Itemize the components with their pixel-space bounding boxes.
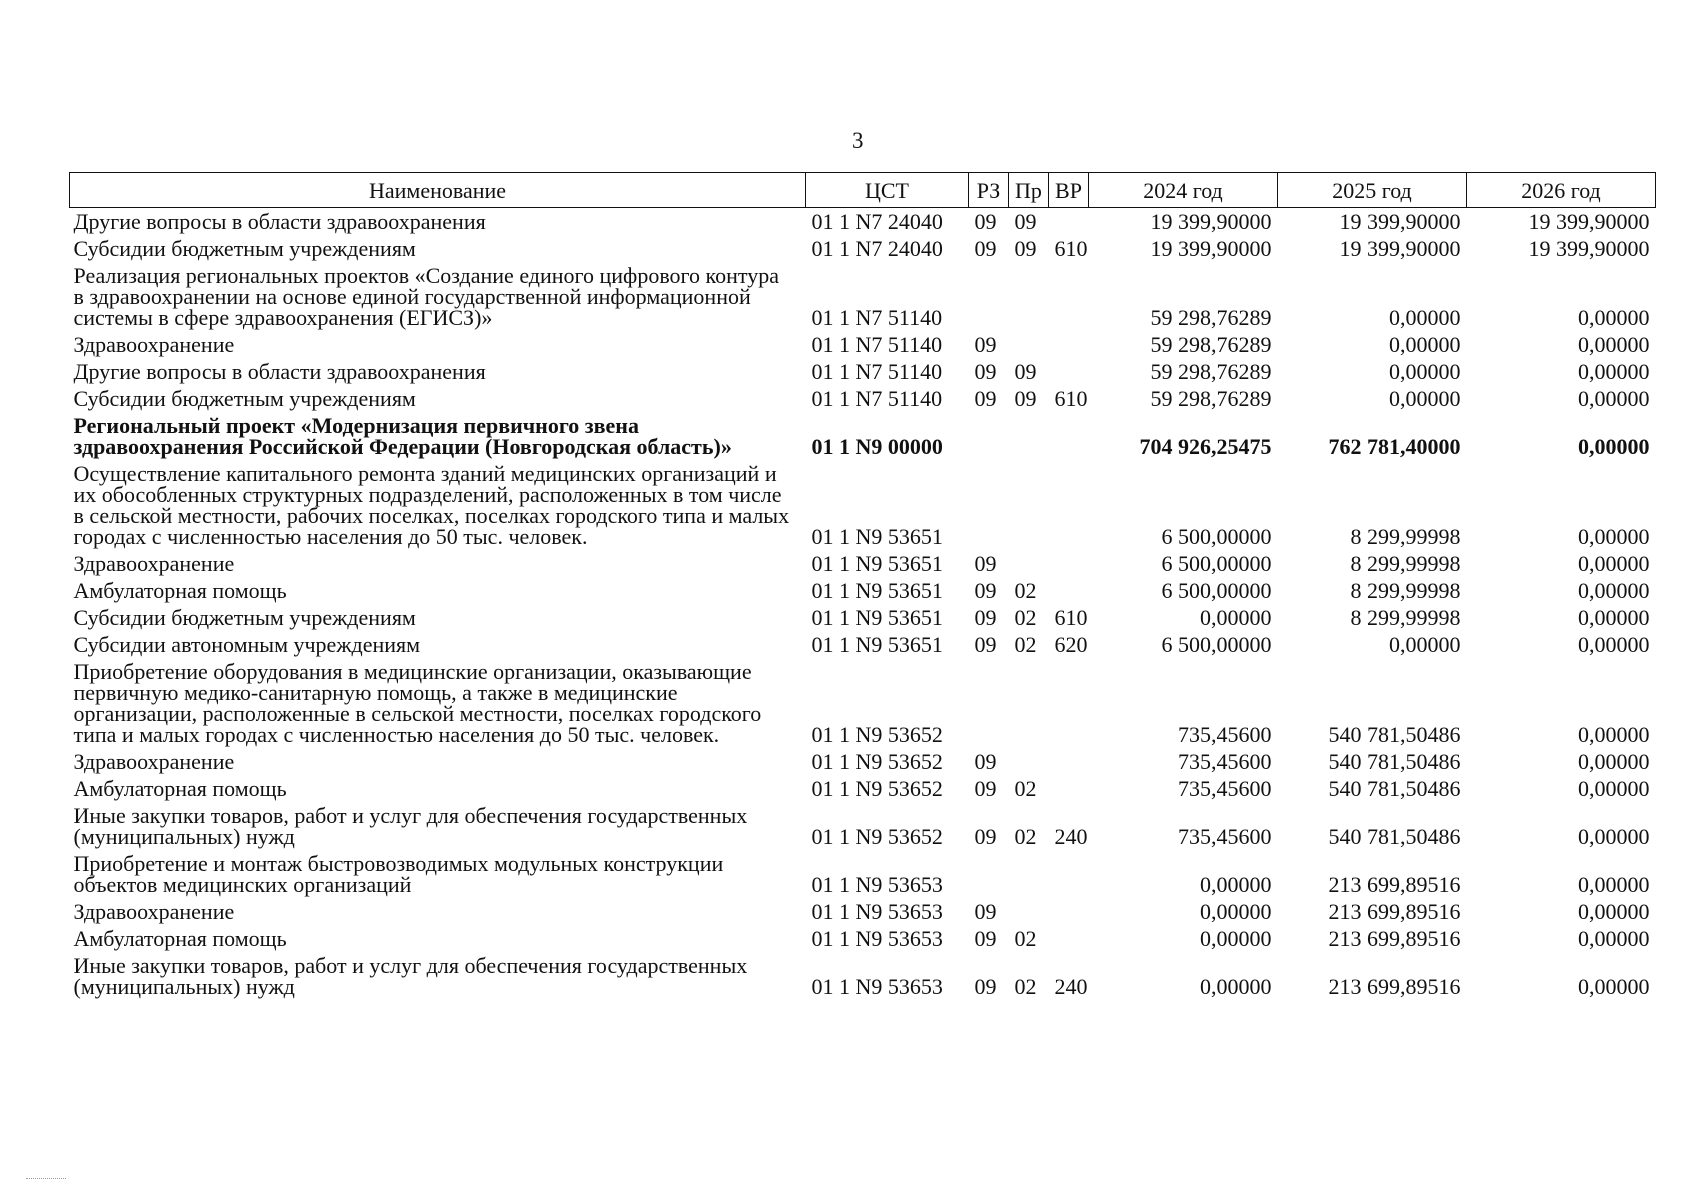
- cell-name: Амбулаторная помощь: [73, 578, 287, 603]
- header-2025: 2025 год: [1278, 173, 1467, 208]
- cell-2026: 0,00000: [1578, 974, 1650, 999]
- cell-2024: 735,45600: [1178, 824, 1272, 849]
- table-row: [70, 748, 1656, 775]
- cell-cst: 01 1 N9 53651: [811, 524, 943, 549]
- cell-pr: 09: [1014, 209, 1037, 234]
- cell-rz: [969, 460, 1009, 550]
- cell-2026: 0,00000: [1578, 332, 1650, 357]
- cell-cst: 01 1 N9 53652: [811, 722, 943, 747]
- table-row: [70, 235, 1656, 262]
- cell-rz: 09: [974, 776, 997, 801]
- cell-2026: 0,00000: [1578, 359, 1650, 384]
- cell-2026: 0,00000: [1578, 524, 1650, 549]
- cell-2026: 0,00000: [1578, 605, 1650, 630]
- cell-vr: [1049, 460, 1089, 550]
- cell-vr: 610: [1054, 605, 1088, 630]
- cell-name: Здравоохранение: [73, 899, 235, 924]
- cell-name: Амбулаторная помощь: [73, 776, 287, 801]
- cell-cst: 01 1 N7 51140: [811, 386, 943, 411]
- cell-name: Здравоохранение: [73, 551, 235, 576]
- cell-2024: 0,00000: [1200, 926, 1272, 951]
- cell-vr: 240: [1054, 824, 1088, 849]
- cell-2024: 735,45600: [1178, 722, 1272, 747]
- table-row: [70, 658, 1656, 748]
- cell-vr: [1049, 925, 1089, 952]
- cell-2025: 540 781,50486: [1328, 722, 1461, 747]
- cell-2025: 8 299,99998: [1350, 578, 1461, 603]
- cell-2024: 0,00000: [1200, 872, 1272, 897]
- cell-2025: 540 781,50486: [1328, 824, 1461, 849]
- cell-rz: 09: [974, 605, 997, 630]
- cell-2025: 0,00000: [1389, 305, 1461, 330]
- cell-name: Иные закупки товаров, работ и услуг для обеспечения государственных (муниципальных) нужд: [73, 953, 748, 999]
- cell-name: Здравоохранение: [73, 749, 235, 774]
- cell-vr: [1049, 898, 1089, 925]
- cell-pr: 02: [1014, 578, 1037, 603]
- cell-rz: 09: [974, 386, 997, 411]
- cell-pr: 02: [1014, 974, 1037, 999]
- cell-rz: [969, 262, 1009, 331]
- cell-rz: 09: [974, 209, 997, 234]
- cell-2026: 0,00000: [1578, 899, 1650, 924]
- cell-2025: 0,00000: [1389, 332, 1461, 357]
- cell-2024: 59 298,76289: [1150, 359, 1272, 384]
- cell-pr: [1009, 550, 1049, 577]
- cell-2026: 0,00000: [1578, 386, 1650, 411]
- cell-pr: [1009, 748, 1049, 775]
- cell-name: Приобретение и монтаж быстровозводимых модульных конструкции объектов медицинских организаций: [73, 851, 724, 897]
- cell-pr: [1009, 898, 1049, 925]
- cell-2024: 19 399,90000: [1150, 209, 1272, 234]
- cell-rz: 09: [974, 632, 997, 657]
- cell-2025: 0,00000: [1389, 632, 1461, 657]
- cell-2024: 59 298,76289: [1150, 305, 1272, 330]
- cell-pr: [1009, 262, 1049, 331]
- cell-2025: 213 699,89516: [1328, 872, 1461, 897]
- cell-rz: 09: [974, 578, 997, 603]
- cell-2025: 0,00000: [1389, 386, 1461, 411]
- cell-2025: 213 699,89516: [1328, 899, 1461, 924]
- header-cst: ЦСТ: [806, 173, 969, 208]
- cell-cst: 01 1 N7 24040: [811, 236, 943, 261]
- header-pr: Пр: [1009, 173, 1049, 208]
- cell-2024: 19 399,90000: [1150, 236, 1272, 261]
- cell-cst: 01 1 N9 00000: [811, 434, 943, 459]
- cell-2024: 59 298,76289: [1150, 332, 1272, 357]
- table-row: [70, 208, 1656, 236]
- cell-2024: 6 500,00000: [1161, 524, 1272, 549]
- cell-name: Реализация региональных проектов «Создание единого цифрового контура в здравоохранении на основе единой государственной информационной системы в сфере здравоохранения (ЕГИСЗ)»: [73, 263, 779, 330]
- cell-pr: [1009, 850, 1049, 898]
- cell-2026: 0,00000: [1578, 551, 1650, 576]
- cell-vr: 610: [1054, 386, 1088, 411]
- header-name: Наименование: [70, 173, 806, 208]
- page-number: 3: [852, 128, 864, 153]
- cell-name: Амбулаторная помощь: [73, 926, 287, 951]
- cell-cst: 01 1 N9 53652: [811, 749, 943, 774]
- table-row: [70, 460, 1656, 550]
- cell-2025: 540 781,50486: [1328, 776, 1461, 801]
- cell-vr: [1049, 358, 1089, 385]
- scan-artifact: [26, 1178, 66, 1181]
- cell-2025: 0,00000: [1389, 359, 1461, 384]
- cell-vr: [1049, 658, 1089, 748]
- table-row: [70, 577, 1656, 604]
- cell-rz: 09: [974, 236, 997, 261]
- cell-2026: 19 399,90000: [1528, 209, 1650, 234]
- table-body: [70, 208, 1656, 1001]
- cell-cst: 01 1 N9 53653: [811, 926, 943, 951]
- cell-vr: [1049, 412, 1089, 460]
- table-row: [70, 631, 1656, 658]
- cell-vr: [1049, 208, 1089, 236]
- table-header: [70, 173, 1656, 208]
- table-row: [70, 358, 1656, 385]
- cell-rz: 09: [974, 332, 997, 357]
- table-row: [70, 925, 1656, 952]
- cell-cst: 01 1 N7 24040: [811, 209, 943, 234]
- cell-pr: [1009, 331, 1049, 358]
- cell-pr: 09: [1014, 386, 1037, 411]
- cell-rz: 09: [974, 359, 997, 384]
- cell-cst: 01 1 N9 53653: [811, 872, 943, 897]
- table-row: [70, 262, 1656, 331]
- cell-pr: 02: [1014, 926, 1037, 951]
- cell-2024: 6 500,00000: [1161, 632, 1272, 657]
- cell-2026: 0,00000: [1578, 749, 1650, 774]
- cell-2026: 0,00000: [1578, 722, 1650, 747]
- cell-vr: [1049, 775, 1089, 802]
- cell-pr: 02: [1014, 632, 1037, 657]
- cell-name: Субсидии бюджетным учреждениям: [73, 605, 416, 630]
- table-row: [70, 850, 1656, 898]
- cell-2024: 0,00000: [1200, 605, 1272, 630]
- cell-2025: 540 781,50486: [1328, 749, 1461, 774]
- cell-rz: [969, 850, 1009, 898]
- cell-2025: 8 299,99998: [1350, 551, 1461, 576]
- cell-2024: 735,45600: [1178, 749, 1272, 774]
- cell-2024: 0,00000: [1200, 899, 1272, 924]
- cell-2026: 0,00000: [1578, 776, 1650, 801]
- cell-vr: 610: [1054, 236, 1088, 261]
- cell-2025: 762 781,40000: [1328, 434, 1461, 459]
- cell-2025: 8 299,99998: [1350, 605, 1461, 630]
- header-rz: РЗ: [969, 173, 1009, 208]
- cell-cst: 01 1 N9 53651: [811, 578, 943, 603]
- cell-name: Субсидии автономным учреждениям: [73, 632, 421, 657]
- cell-2026: 0,00000: [1578, 305, 1650, 330]
- cell-rz: 09: [974, 749, 997, 774]
- cell-name: Субсидии бюджетным учреждениям: [73, 386, 416, 411]
- cell-rz: 09: [974, 926, 997, 951]
- cell-2026: 0,00000: [1578, 824, 1650, 849]
- cell-2025: 213 699,89516: [1328, 926, 1461, 951]
- cell-vr: [1049, 577, 1089, 604]
- cell-2025: 8 299,99998: [1350, 524, 1461, 549]
- cell-vr: [1049, 748, 1089, 775]
- budget-table: [69, 172, 1656, 1000]
- cell-pr: 09: [1014, 359, 1037, 384]
- cell-vr: [1049, 850, 1089, 898]
- cell-pr: 02: [1014, 776, 1037, 801]
- header-2026: 2026 год: [1467, 173, 1656, 208]
- cell-2026: 0,00000: [1578, 632, 1650, 657]
- cell-rz: 09: [974, 551, 997, 576]
- table-row: [70, 550, 1656, 577]
- cell-2024: 704 926,25475: [1139, 434, 1272, 459]
- cell-name: Другие вопросы в области здравоохранения: [73, 359, 486, 384]
- cell-cst: 01 1 N7 51140: [811, 305, 943, 330]
- cell-cst: 01 1 N9 53651: [811, 551, 943, 576]
- cell-cst: 01 1 N9 53651: [811, 632, 943, 657]
- table-row: [70, 898, 1656, 925]
- cell-cst: 01 1 N9 53653: [811, 974, 943, 999]
- cell-2026: 0,00000: [1578, 434, 1650, 459]
- cell-cst: 01 1 N9 53652: [811, 776, 943, 801]
- cell-2024: 6 500,00000: [1161, 578, 1272, 603]
- cell-vr: [1049, 262, 1089, 331]
- cell-pr: [1009, 658, 1049, 748]
- cell-2025: 19 399,90000: [1339, 209, 1461, 234]
- cell-pr: [1009, 460, 1049, 550]
- table-row: [70, 385, 1656, 412]
- cell-name: Приобретение оборудования в медицинские организации, оказывающие первичную медико-санитарную помощь, а также в медицинские организации, расположенные в сельской местности, поселках городского типа и малых городах с численностью населения до 50 тыс. человек.: [73, 659, 762, 747]
- header-2024: 2024 год: [1089, 173, 1278, 208]
- table-row: [70, 775, 1656, 802]
- table-row: [70, 412, 1656, 460]
- header-vr: ВР: [1049, 173, 1089, 208]
- cell-2024: 0,00000: [1200, 974, 1272, 999]
- table-row: [70, 952, 1656, 1000]
- cell-cst: 01 1 N9 53653: [811, 899, 943, 924]
- table-row: [70, 802, 1656, 850]
- cell-pr: 09: [1014, 236, 1037, 261]
- cell-2025: 19 399,90000: [1339, 236, 1461, 261]
- cell-vr: 620: [1054, 632, 1088, 657]
- cell-pr: 02: [1014, 605, 1037, 630]
- cell-rz: 09: [974, 824, 997, 849]
- cell-cst: 01 1 N9 53652: [811, 824, 943, 849]
- cell-name: Осуществление капитального ремонта зданий медицинских организаций и их обособленных структурных подразделений, расположенных в том числе в сельской местности, рабочих поселках, поселках городского типа и малых городах с численностью населения до 50 тыс. человек.: [73, 461, 790, 549]
- cell-pr: [1009, 412, 1049, 460]
- cell-rz: 09: [974, 899, 997, 924]
- cell-name: Здравоохранение: [73, 332, 235, 357]
- cell-name: Другие вопросы в области здравоохранения: [73, 209, 486, 234]
- cell-cst: 01 1 N7 51140: [811, 332, 943, 357]
- cell-vr: [1049, 550, 1089, 577]
- cell-rz: 09: [974, 974, 997, 999]
- cell-vr: 240: [1054, 974, 1088, 999]
- cell-2024: 6 500,00000: [1161, 551, 1272, 576]
- cell-2026: 19 399,90000: [1528, 236, 1650, 261]
- cell-2024: 735,45600: [1178, 776, 1272, 801]
- table-row: [70, 331, 1656, 358]
- cell-rz: [969, 658, 1009, 748]
- cell-name: Субсидии бюджетным учреждениям: [73, 236, 416, 261]
- cell-name: Региональный проект «Модернизация первичного звена здравоохранения Российской Федерации (Новгородская область)»: [73, 413, 732, 459]
- table-row: [70, 604, 1656, 631]
- cell-rz: [969, 412, 1009, 460]
- cell-pr: 02: [1014, 824, 1037, 849]
- cell-vr: [1049, 331, 1089, 358]
- cell-cst: 01 1 N9 53651: [811, 605, 943, 630]
- cell-2025: 213 699,89516: [1328, 974, 1461, 999]
- cell-2024: 59 298,76289: [1150, 386, 1272, 411]
- cell-cst: 01 1 N7 51140: [811, 359, 943, 384]
- cell-2026: 0,00000: [1578, 926, 1650, 951]
- cell-2026: 0,00000: [1578, 578, 1650, 603]
- cell-name: Иные закупки товаров, работ и услуг для обеспечения государственных (муниципальных) нужд: [73, 803, 748, 849]
- cell-2026: 0,00000: [1578, 872, 1650, 897]
- header-row: [70, 173, 1656, 208]
